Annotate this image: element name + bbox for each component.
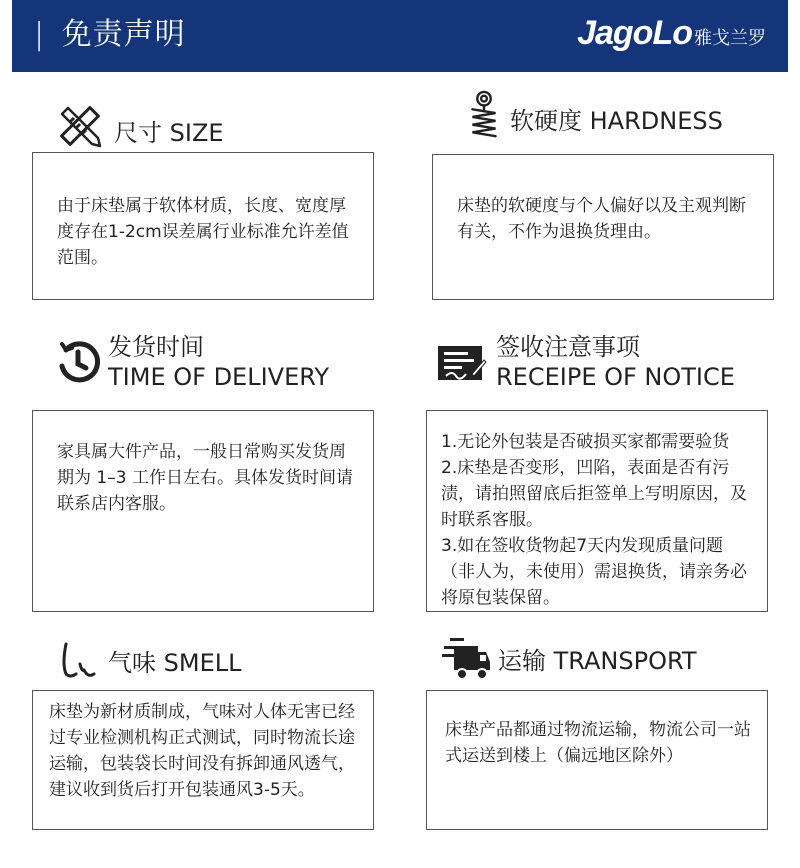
hardness-box	[432, 154, 774, 300]
delivery-box	[32, 410, 374, 612]
title-text: 免责声明	[61, 17, 186, 52]
document-sign-icon	[436, 336, 488, 388]
page-title	[34, 15, 186, 55]
hardness-heading-row	[458, 90, 723, 144]
title-bar: |	[34, 17, 46, 52]
delivery-heading-en: TIME OF DELIVERY	[108, 363, 330, 391]
notice-heading-cn: 签收注意事项	[496, 333, 640, 361]
notice-box	[426, 410, 768, 612]
transport-text: 床垫产品都通过物流运输，物流公司一站式运送到楼上（偏远地区除外）	[445, 720, 751, 766]
delivery-text: 家具属大件产品，一般日常购买发货周期为 1–3 工作日左右。具体发货时间请联系店内客服。	[57, 442, 353, 514]
header-banner	[12, 0, 788, 72]
size-text: 由于床垫属于软体材质，长度、宽度厚度存在1-2cm误差属行业标准允许差值范围。	[57, 196, 349, 268]
notice-heading-row	[436, 332, 735, 392]
nose-icon	[54, 634, 106, 686]
truck-icon	[440, 634, 492, 686]
clock-icon	[52, 336, 104, 388]
transport-heading-row	[440, 634, 697, 686]
smell-heading-row	[54, 634, 241, 686]
hardness-text: 床垫的软硬度与个人偏好以及主观判断有关，不作为退换货理由。	[457, 196, 746, 242]
ruler-pencil-icon	[54, 100, 106, 152]
size-heading: 尺寸 SIZE	[114, 119, 224, 147]
size-heading-row	[54, 100, 224, 152]
delivery-heading-row	[52, 332, 329, 392]
delivery-heading-cn: 发货时间	[108, 333, 204, 361]
transport-box	[426, 690, 768, 830]
smell-heading: 气味 SMELL	[108, 649, 242, 677]
spring-icon	[458, 90, 510, 144]
notice-line-1: 1.无论外包装是否破损买家都需要验货	[441, 432, 730, 452]
size-box	[32, 152, 374, 300]
notice-line-3: 3.如在签收货物起7天内发现质量问题（非人为，未使用）需退换货，请亲务必将原包装保留。	[441, 536, 747, 608]
logo-cn: 雅戈兰罗	[694, 28, 766, 49]
logo-brand: JagoLo	[577, 14, 692, 52]
transport-heading: 运输 TRANSPORT	[498, 647, 697, 675]
smell-box	[32, 690, 374, 830]
hardness-heading: 软硬度 HARDNESS	[510, 107, 723, 135]
brand-logo	[577, 14, 766, 53]
notice-text	[441, 429, 757, 611]
smell-text: 床垫为新材质制成，气味对人体无害已经过专业检测机构正式测试，同时物流长途运输，包装袋长时间没有拆卸通风透气，建议收到货后打开包装通风3-5天。	[49, 702, 355, 800]
notice-heading-en: RECEIPE OF NOTICE	[496, 363, 735, 391]
notice-line-2: 2.床垫是否变形，凹陷，表面是否有污渍，请拍照留底后拒签单上写明原因，及时联系客服。	[441, 458, 747, 530]
